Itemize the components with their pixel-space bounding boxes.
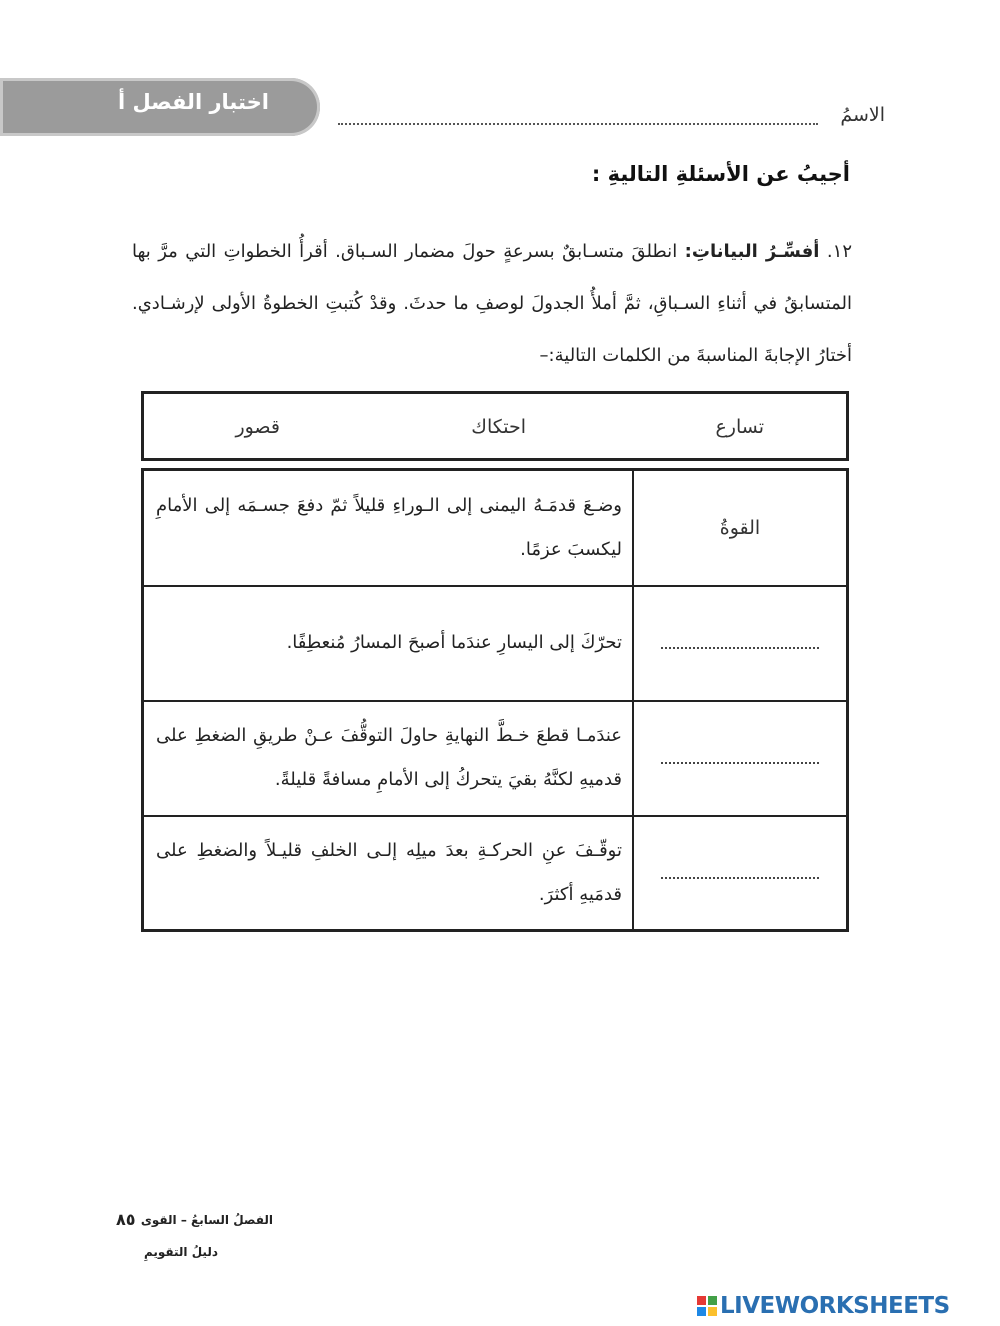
logo-square xyxy=(696,1295,707,1306)
page-number: ٨٥ xyxy=(116,1210,136,1229)
description-cell: عندَمـا قطعَ خـطَّ النهايةِ حاولَ التوقُّفَ عـنْ طريقِ الضغطِ على قدميهِ لكنَّهُ بقيَ يتحركُ إلى الأمامِ مسافةً قليلةً. xyxy=(143,701,634,816)
instruction-heading: أجيبُ عن الأسئلةِ التاليةِ : xyxy=(591,162,850,186)
description-cell: تحرّكَ إلى اليسارِ عندَما أصبحَ المسارُ مُنعطِفًا. xyxy=(143,586,634,701)
word-bank xyxy=(141,391,849,461)
footer-chapter: الفصلُ السابعُ – القوى xyxy=(140,1213,273,1227)
name-label: الاسمُ xyxy=(840,104,885,126)
answer-input-line[interactable] xyxy=(661,867,819,879)
question-skill: أفسِّـرُ البياناتِ: xyxy=(684,241,820,262)
answer-input-line[interactable] xyxy=(661,637,819,649)
word-bank-item: احتكاك xyxy=(471,416,526,438)
liveworksheets-logo-icon xyxy=(696,1295,718,1317)
chapter-test-title: اختبار الفصل أ xyxy=(118,90,269,114)
word-bank-item: تسارع xyxy=(715,416,764,438)
question-text: انطلقَ متسـابقٌ بسرعةٍ حولَ مضمار السـباق. أقرأُ الخطواتِ التي مرَّ بها المتسابقُ في أثناءِ السـباقِ، ثمَّ أملأُ الجدولَ لوصفِ ما حدثَ. وقدْ كُتبتِ الخطوةُ الأولى لإرشـادي. أختارُ الإجابةَ المناسبةَ من الكلمات التالية:– xyxy=(132,241,852,366)
answer-cell xyxy=(633,586,848,701)
table-row xyxy=(143,701,848,816)
answer-cell xyxy=(633,701,848,816)
answer-cell xyxy=(633,816,848,931)
description-cell: وضـعَ قدمَـهُ اليمنى إلى الـوراءِ قليلاً ثمّ دفعَ جسـمَه إلى الأمامِ ليكسبَ عزمًا. xyxy=(143,470,634,586)
question-number: ١٢. xyxy=(826,241,852,262)
table-row xyxy=(143,816,848,931)
answer-table xyxy=(141,468,849,932)
answer-input-line[interactable] xyxy=(661,752,819,764)
watermark-text: LIVEWORKSHEETS xyxy=(720,1293,950,1319)
footer-guide: دليلُ التقويمِ xyxy=(143,1245,218,1259)
question-12 xyxy=(132,226,852,382)
liveworksheets-watermark xyxy=(696,1290,950,1322)
logo-square xyxy=(707,1295,718,1306)
logo-square xyxy=(696,1306,707,1317)
word-bank-item: قصور xyxy=(235,416,280,438)
logo-square xyxy=(707,1306,718,1317)
description-cell: توقّـفَ عنِ الحركـةِ بعدَ ميلِه إلـى الخلفِ قليـلاً والضغطِ على قدمَيهِ أكثرَ. xyxy=(143,816,634,931)
answer-cell: القوةُ xyxy=(633,470,848,586)
table-row xyxy=(143,470,848,586)
table-row xyxy=(143,586,848,701)
name-input-line[interactable] xyxy=(338,109,818,125)
